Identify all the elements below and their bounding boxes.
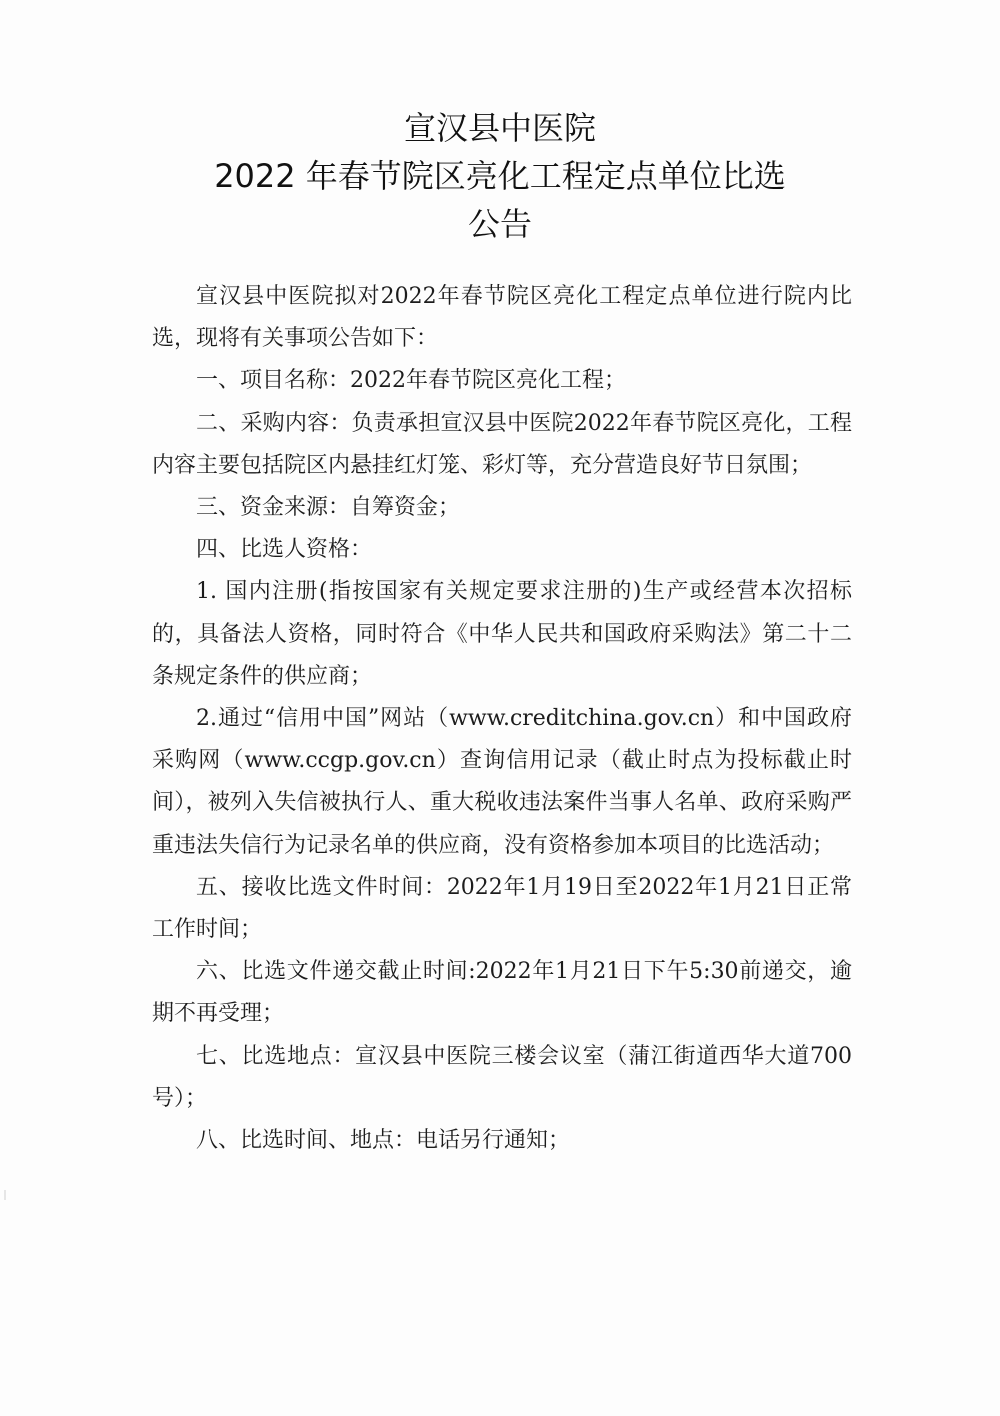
title-line-project: 2022 年春节院区亮化工程定点单位比选 xyxy=(214,157,786,195)
item-bidder-qualification: 四、比选人资格： xyxy=(196,537,373,563)
item-time-and-place: 八、比选时间、地点：电话另行通知； xyxy=(196,1128,571,1154)
item-submission-deadline: 六、比选文件递交截止时间:2022年1月21日下午5:30前递交，逾期不再受理； xyxy=(152,959,852,1027)
qualification-credit-check: 2.通过“信用中国”网站（www.creditchina.gov.cn）和中国政府采购网（www.ccgp.gov.cn）查询信用记录（截止时点为投标截止时间），被列入失信被执行人、重大税收违法案件当事人名单、政府采购严重违法失信行为记录名单的供应商，没有资格参加本项目的比选活动； xyxy=(152,706,852,858)
item-venue: 七、比选地点：宣汉县中医院三楼会议室（蒲江街道西华大道700号）； xyxy=(152,1043,852,1111)
announcement-body xyxy=(152,276,852,1162)
scan-edge-mark xyxy=(4,1190,6,1200)
intro-paragraph: 宣汉县中医院拟对2022年春节院区亮化工程定点单位进行院内比选，现将有关事项公告如下： xyxy=(152,284,852,352)
announcement-title xyxy=(0,104,1000,248)
item-receiving-time: 五、接收比选文件时间：2022年1月19日至2022年1月21日正常工作时间； xyxy=(152,874,852,943)
qualification-registration: 1. 国内注册(指按国家有关规定要求注册的)生产或经营本次招标的，具备法人资格，同时符合《中华人民共和国政府采购法》第二十二条规定条件的供应商； xyxy=(152,579,852,689)
title-line-notice: 公告 xyxy=(467,205,532,243)
title-line-hospital: 宣汉县中医院 xyxy=(403,109,596,147)
item-funding-source: 三、资金来源：自筹资金； xyxy=(196,495,461,521)
item-procurement-content: 二、采购内容：负责承担宣汉县中医院2022年春节院区亮化，工程内容主要包括院区内悬挂红灯笼、彩灯等，充分营造良好节日氛围； xyxy=(152,410,852,478)
item-project-name: 一、项目名称：2022年春节院区亮化工程； xyxy=(196,368,626,394)
